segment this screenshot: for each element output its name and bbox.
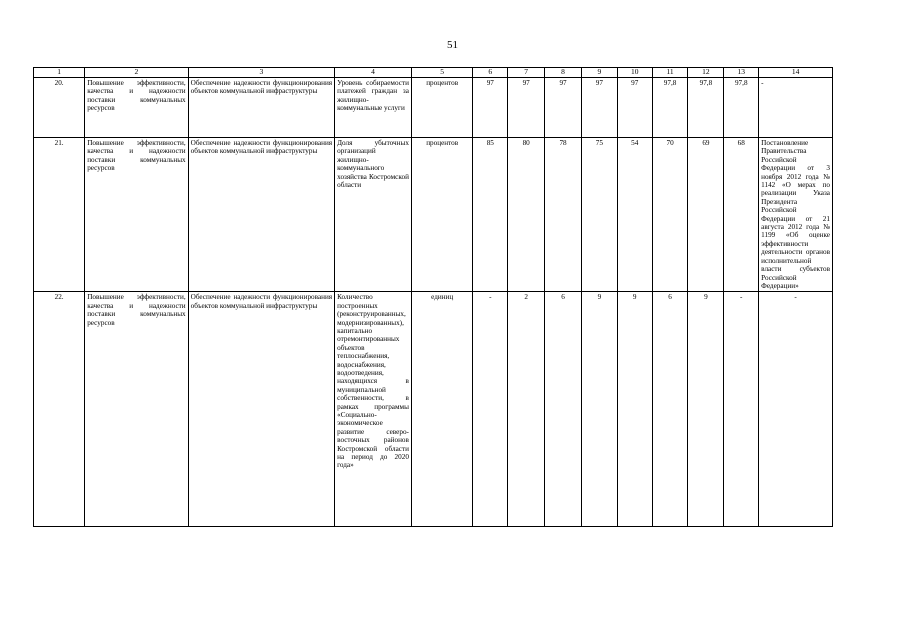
unit-cell: процентов <box>411 138 472 292</box>
value-cell: 97 <box>617 78 652 138</box>
value-cell: 78 <box>545 138 582 292</box>
value-cell: 85 <box>473 138 508 292</box>
goal-cell: Повышение эффективности, качества и надежности поставки коммунальных ресурсов <box>85 78 188 138</box>
value-cell: 6 <box>652 292 688 527</box>
header-cell: 13 <box>724 68 759 78</box>
header-cell: 6 <box>473 68 508 78</box>
goal-cell: Повышение эффективности, качества и надежности поставки коммунальных ресурсов <box>85 292 188 527</box>
basis-cell: - <box>759 78 833 138</box>
value-cell: 97 <box>473 78 508 138</box>
row-number-cell: 22. <box>34 292 85 527</box>
table-row <box>34 292 833 527</box>
value-cell: 69 <box>688 138 724 292</box>
unit-cell: единиц <box>411 292 472 527</box>
value-cell: 75 <box>581 138 617 292</box>
header-cell: 2 <box>85 68 188 78</box>
value-cell: 97 <box>581 78 617 138</box>
header-cell: 4 <box>335 68 412 78</box>
header-cell: 14 <box>759 68 833 78</box>
table-header-row <box>34 68 833 78</box>
header-cell: 11 <box>652 68 688 78</box>
value-cell: 80 <box>508 138 545 292</box>
basis-cell: Постановление Правительства Российской Федерации от 3 ноября 2012 года № 1142 «О мерах по реализации Указа Президента Российской Федерации от 21 августа 2012 года № 1199 «Об оценке эффективности деятельности органов исполнительной власти субъектов Российской Федерации» <box>759 138 833 292</box>
value-cell: 54 <box>617 138 652 292</box>
value-cell: 6 <box>545 292 582 527</box>
value-cell: 97,8 <box>724 78 759 138</box>
value-cell: 97 <box>508 78 545 138</box>
table-row <box>34 138 833 292</box>
page-number: 51 <box>447 39 458 51</box>
value-cell: 9 <box>688 292 724 527</box>
goal-cell: Повышение эффективности, качества и надежности поставки коммунальных ресурсов <box>85 138 188 292</box>
header-cell: 12 <box>688 68 724 78</box>
value-cell: - <box>724 292 759 527</box>
value-cell: - <box>473 292 508 527</box>
header-cell: 10 <box>617 68 652 78</box>
header-cell: 5 <box>411 68 472 78</box>
header-cell: 1 <box>34 68 85 78</box>
row-number-cell: 20. <box>34 78 85 138</box>
value-cell: 97,8 <box>688 78 724 138</box>
header-cell: 9 <box>581 68 617 78</box>
value-cell: 2 <box>508 292 545 527</box>
unit-cell: процентов <box>411 78 472 138</box>
value-cell: 70 <box>652 138 688 292</box>
task-cell: Обеспечение надежности функционирования объектов коммунальной инфраструктуры <box>188 138 334 292</box>
header-cell: 7 <box>508 68 545 78</box>
value-cell: 68 <box>724 138 759 292</box>
value-cell: 9 <box>617 292 652 527</box>
indicator-cell: Количество построенных (реконструированных, модернизированных), капитально отремонтированных объектов теплоснабжения, водоснабжения, водоотведения, находящихся в муниципальной собственности, в рамках программы «Социально-экономическое развитие северо-восточных районов Костромской области на период до 2020 года» <box>335 292 412 527</box>
row-number-cell: 21. <box>34 138 85 292</box>
indicator-cell: Доля убыточных организаций жилищно-коммунального хозяйства Костромской области <box>335 138 412 292</box>
header-cell: 3 <box>188 68 334 78</box>
value-cell: 97 <box>545 78 582 138</box>
table-row <box>34 78 833 138</box>
value-cell: 97,8 <box>652 78 688 138</box>
task-cell: Обеспечение надежности функционирования объектов коммунальной инфраструктуры <box>188 78 334 138</box>
indicators-table <box>33 67 833 527</box>
basis-cell: - <box>759 292 833 527</box>
indicator-cell: Уровень собираемости платежей граждан за жилищно-коммунальные услуги <box>335 78 412 138</box>
value-cell: 9 <box>581 292 617 527</box>
header-cell: 8 <box>545 68 582 78</box>
task-cell: Обеспечение надежности функционирования объектов коммунальной инфраструктуры <box>188 292 334 527</box>
